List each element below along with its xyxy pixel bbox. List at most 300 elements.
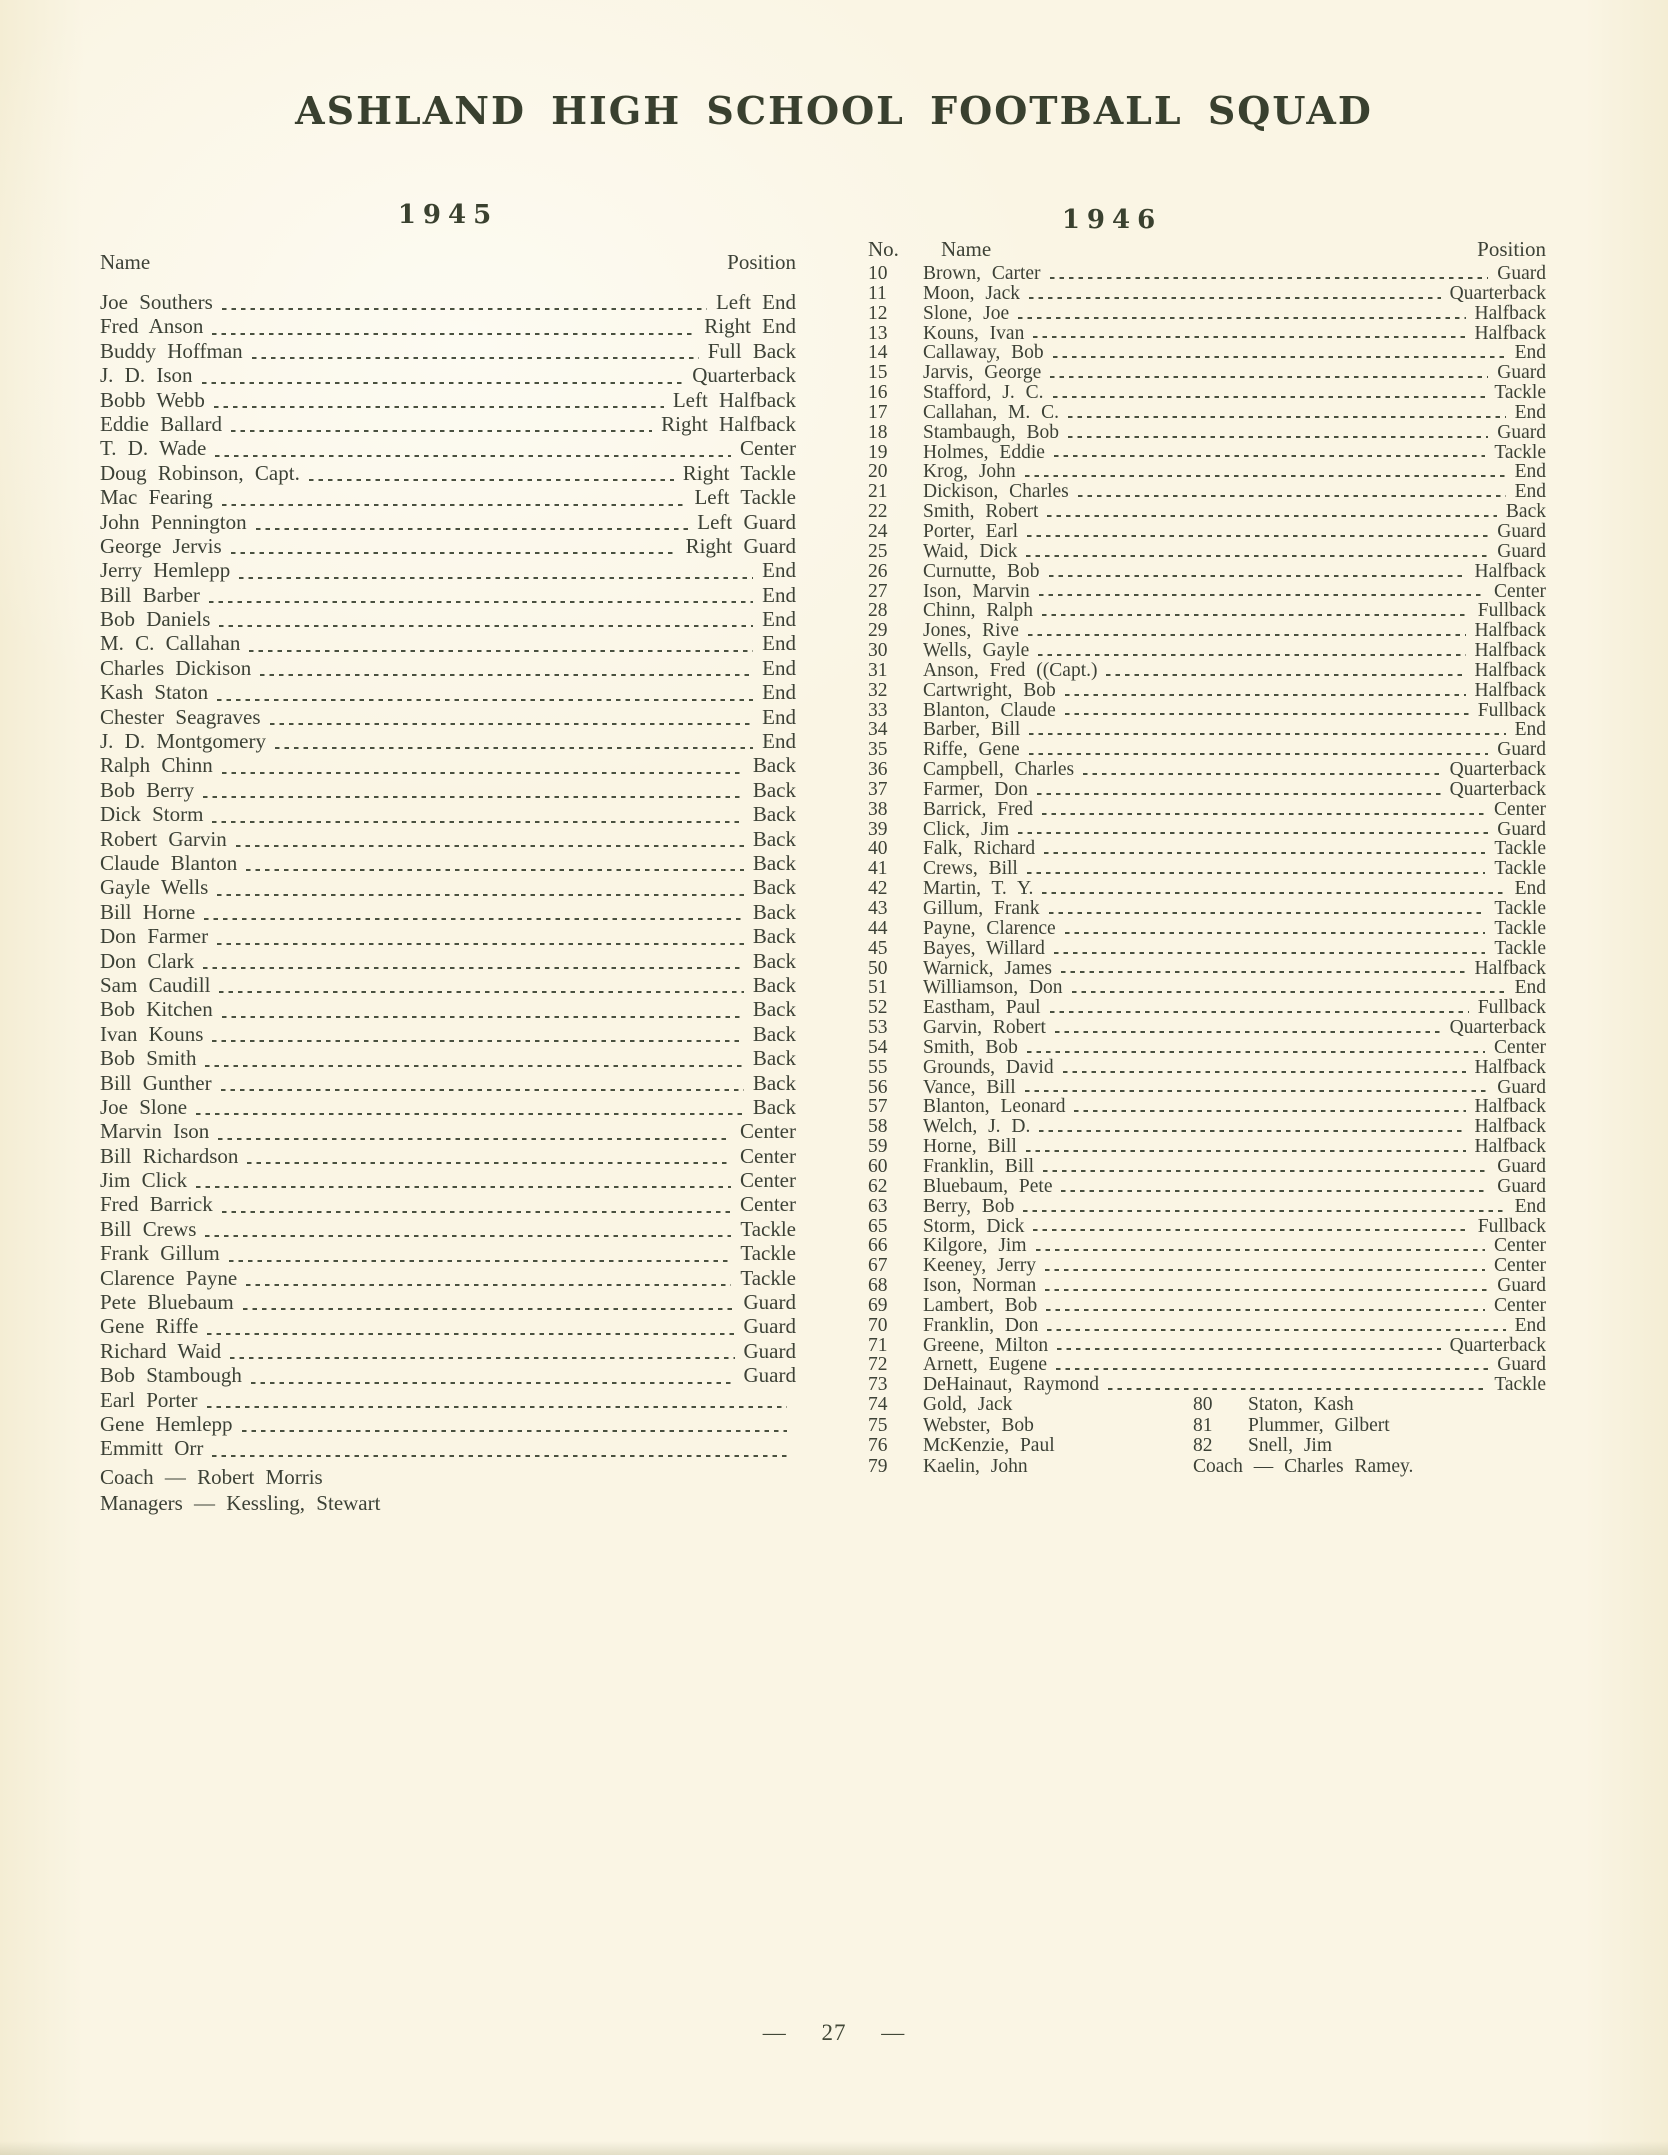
table-row — [100, 680, 796, 704]
player-name: Garvin, Robert — [923, 1017, 1046, 1039]
table-row — [100, 1119, 796, 1143]
player-number: 16 — [868, 382, 888, 404]
player-number: 34 — [868, 719, 888, 741]
player-position: End — [1514, 342, 1546, 364]
player-position: Back — [752, 875, 796, 900]
player-number: 43 — [868, 898, 888, 919]
table-row — [868, 382, 1546, 402]
player-name: Staton, Kash — [1248, 1394, 1354, 1416]
dot-leader — [1018, 303, 1465, 323]
player-number: 25 — [868, 540, 888, 562]
dot-leader — [1068, 422, 1488, 442]
player-number: 59 — [868, 1136, 888, 1158]
player-name: Claude Blanton — [100, 850, 238, 875]
player-name: Pete Bluebaum — [100, 1290, 234, 1315]
dot-leader — [1025, 461, 1506, 481]
dot-leader — [251, 1363, 735, 1387]
player-name: Snell, Jim — [1248, 1435, 1333, 1457]
player-position: Right Tackle — [682, 460, 796, 485]
table-row — [868, 402, 1546, 422]
table-row — [100, 631, 796, 655]
table-row — [100, 656, 796, 680]
player-name: Kaelin, John — [923, 1455, 1028, 1477]
player-number: 14 — [868, 342, 888, 364]
player-position: End — [762, 655, 796, 680]
player-number: 26 — [868, 560, 888, 582]
table-row — [100, 314, 796, 338]
player-number: 19 — [868, 441, 888, 463]
table-row — [868, 1156, 1546, 1176]
player-position: Halfback — [1474, 302, 1546, 324]
player-name: Crews, Bill — [923, 858, 1018, 880]
table-row — [868, 1116, 1546, 1136]
dot-leader — [1050, 263, 1489, 283]
row-right-cell — [1193, 1435, 1546, 1457]
player-number: 31 — [868, 659, 888, 681]
player-name: Warnick, James — [923, 957, 1052, 979]
dot-leader — [242, 1412, 787, 1436]
player-name: Storm, Dick — [923, 1215, 1025, 1237]
dot-leader — [1057, 1335, 1441, 1355]
player-number: 18 — [868, 421, 888, 443]
table-row — [100, 1022, 796, 1046]
dot-leader — [212, 1022, 743, 1046]
page-title: ASHLAND HIGH SCHOOL FOOTBALL SQUAD — [295, 88, 1373, 133]
player-position: Back — [752, 826, 796, 851]
player-position: Guard — [1497, 1275, 1546, 1297]
player-number: 27 — [868, 580, 888, 602]
player-position: Back — [752, 777, 796, 802]
dot-leader — [1033, 323, 1465, 343]
table-row — [868, 561, 1546, 581]
table-row — [868, 997, 1546, 1017]
player-name: Emmitt Orr — [100, 1436, 204, 1461]
player-name: J. D. Montgomery — [100, 729, 266, 754]
player-position: Tackle — [740, 1265, 796, 1290]
player-name: Keeney, Jerry — [923, 1255, 1037, 1277]
dot-leader — [204, 900, 744, 924]
player-position: Tackle — [740, 1241, 796, 1266]
player-number: 13 — [868, 322, 888, 344]
table-row — [868, 1216, 1546, 1236]
dot-leader — [1050, 997, 1469, 1017]
player-number: 65 — [868, 1215, 888, 1237]
player-number: 53 — [868, 1017, 888, 1039]
table-row — [868, 521, 1546, 541]
table-row — [868, 700, 1546, 720]
dot-leader — [246, 851, 744, 875]
dot-leader — [222, 485, 686, 509]
player-name: Gayle Wells — [100, 875, 209, 900]
dot-leader — [1028, 620, 1466, 640]
player-position: Back — [752, 1021, 796, 1046]
player-position: Guard — [1497, 1175, 1546, 1197]
player-number: 24 — [868, 520, 888, 542]
dot-leader — [1072, 977, 1506, 997]
dot-leader — [1023, 1196, 1505, 1216]
player-name: Ison, Marvin — [923, 580, 1030, 602]
table-row — [868, 342, 1546, 362]
player-position: End — [1514, 1314, 1546, 1336]
dot-leader — [1045, 1275, 1488, 1295]
table-row — [100, 1217, 796, 1241]
player-name: Moon, Jack — [923, 282, 1020, 304]
player-position: Center — [740, 1168, 796, 1193]
table-row — [868, 719, 1546, 739]
player-position: Quarterback — [1449, 778, 1546, 800]
player-number: 80 — [1193, 1394, 1213, 1416]
player-name: Chinn, Ralph — [923, 600, 1034, 622]
player-position: Tackle — [1494, 441, 1546, 463]
dot-leader — [260, 656, 753, 680]
player-position: Tackle — [1494, 858, 1546, 880]
dot-leader — [219, 973, 743, 997]
dot-leader — [1055, 1017, 1441, 1037]
table-row — [868, 878, 1546, 898]
player-name: Payne, Clarence — [923, 917, 1056, 939]
table-row — [100, 1168, 796, 1192]
player-position: Center — [1494, 580, 1546, 602]
player-number: 15 — [868, 362, 888, 384]
roster-1946-list — [868, 263, 1546, 1394]
player-number: 56 — [868, 1076, 888, 1098]
dot-leader — [236, 827, 744, 851]
roster-1946 — [868, 205, 1546, 1476]
roster-1945-header — [100, 250, 796, 275]
player-name: Bob Berry — [100, 777, 195, 802]
player-name: Berry, Bob — [923, 1195, 1015, 1217]
table-row — [100, 436, 796, 460]
player-number: 50 — [868, 957, 888, 979]
player-number: 58 — [868, 1116, 888, 1138]
player-name: Barrick, Fred — [923, 798, 1033, 820]
dot-leader — [203, 778, 744, 802]
player-position: End — [762, 729, 796, 754]
player-name: Lambert, Bob — [923, 1294, 1038, 1316]
player-number: 75 — [868, 1414, 888, 1436]
table-row — [100, 997, 796, 1021]
table-row — [868, 1077, 1546, 1097]
player-name: Krog, John — [923, 461, 1016, 483]
dot-leader — [1027, 1037, 1485, 1057]
player-name: Franklin, Bill — [923, 1155, 1035, 1177]
player-name: Farmer, Don — [923, 778, 1028, 800]
table-row — [868, 1335, 1546, 1355]
table-row — [100, 851, 796, 875]
table-row — [100, 802, 796, 826]
table-row — [868, 1374, 1546, 1394]
player-position: End — [1514, 719, 1546, 741]
dot-leader — [1042, 799, 1485, 819]
player-position: End — [762, 558, 796, 583]
dot-leader — [1027, 858, 1485, 878]
player-name: Robert Garvin — [100, 826, 227, 851]
player-position: End — [762, 680, 796, 705]
dot-leader — [205, 1046, 743, 1070]
dot-leader — [1061, 958, 1466, 978]
table-row — [868, 819, 1546, 839]
table-row — [100, 1071, 796, 1095]
player-position: Center — [740, 1143, 796, 1168]
player-position: Halfback — [1474, 679, 1546, 701]
table-row — [100, 558, 796, 582]
player-position: End — [762, 631, 796, 656]
player-name: Anson, Fred ((Capt.) — [923, 659, 1098, 681]
player-number: 52 — [868, 997, 888, 1019]
player-name: Jarvis, George — [923, 362, 1042, 384]
player-name: Bill Gunther — [100, 1070, 212, 1095]
player-number: 29 — [868, 620, 888, 642]
player-position: Tackle — [1494, 382, 1546, 404]
player-name: Gene Riffe — [100, 1314, 199, 1339]
roster-1946-bottom-list — [868, 1394, 1546, 1476]
table-row — [868, 620, 1546, 640]
dot-leader — [1039, 581, 1485, 601]
player-position: Guard — [1497, 540, 1546, 562]
table-row — [868, 323, 1546, 343]
dot-leader — [196, 1095, 744, 1119]
player-position: Center — [1494, 798, 1546, 820]
table-row — [100, 1290, 796, 1314]
dot-leader — [1049, 898, 1486, 918]
player-number: 66 — [868, 1235, 888, 1257]
dot-leader — [231, 412, 652, 436]
player-name: Marvin Ison — [100, 1119, 210, 1144]
player-name: Curnutte, Bob — [923, 560, 1040, 582]
player-name: Gold, Jack — [923, 1394, 1013, 1416]
table-row — [868, 263, 1546, 283]
player-position: Tackle — [1494, 1374, 1546, 1396]
player-number: 35 — [868, 739, 888, 761]
player-name: Kilgore, Jim — [923, 1235, 1027, 1257]
player-position: Guard — [1497, 1076, 1546, 1098]
table-row — [100, 827, 796, 851]
dot-leader — [247, 1144, 731, 1168]
player-number: 57 — [868, 1096, 888, 1118]
dot-leader — [214, 388, 664, 412]
player-position: End — [1514, 1195, 1546, 1217]
player-number: 12 — [868, 302, 888, 324]
table-row — [868, 600, 1546, 620]
player-number: 54 — [868, 1036, 888, 1058]
dot-leader — [1026, 1136, 1466, 1156]
table-row — [868, 1196, 1546, 1216]
table-row — [100, 290, 796, 314]
table-row — [100, 875, 796, 899]
player-position: Guard — [743, 1338, 796, 1363]
roster-1946-year: 1946 — [1061, 205, 1163, 235]
player-name: Doug Robinson, Capt. — [100, 460, 300, 485]
player-position: Quarterback — [1449, 1017, 1546, 1039]
player-position: Back — [752, 1046, 796, 1071]
player-name: Jones, Rive — [923, 620, 1019, 642]
player-position: Guard — [743, 1290, 796, 1315]
player-position: Right Guard — [685, 533, 796, 558]
player-position: Guard — [1497, 1155, 1546, 1177]
dot-leader — [1029, 739, 1489, 759]
dot-leader — [1053, 382, 1486, 402]
player-position: Halfback — [1474, 957, 1546, 979]
dot-leader — [1033, 1216, 1468, 1236]
player-number: 37 — [868, 778, 888, 800]
roster-1945 — [100, 200, 796, 1517]
player-number: 55 — [868, 1056, 888, 1078]
player-name: Welch, J. D. — [923, 1116, 1031, 1138]
table-row — [868, 739, 1546, 759]
player-number: 51 — [868, 977, 888, 999]
player-name: Eddie Ballard — [100, 411, 223, 436]
player-position: Fullback — [1477, 1215, 1546, 1237]
player-position: Halfback — [1474, 322, 1546, 344]
player-name: Bill Crews — [100, 1216, 197, 1241]
player-name: Charles Dickison — [100, 655, 252, 680]
player-number: 41 — [868, 858, 888, 880]
table-row — [868, 680, 1546, 700]
roster-1945-list — [100, 290, 796, 1461]
dot-leader — [1065, 700, 1469, 720]
dot-leader — [209, 583, 753, 607]
table-row — [868, 501, 1546, 521]
table-row — [868, 1057, 1546, 1077]
player-name: Gillum, Frank — [923, 898, 1040, 919]
player-position: Center — [1494, 1235, 1546, 1257]
table-row — [868, 1394, 1546, 1415]
table-row — [868, 422, 1546, 442]
dot-leader — [222, 997, 744, 1021]
roster-1945-year: 1945 — [397, 200, 499, 230]
dot-leader — [202, 363, 684, 387]
table-row — [100, 1095, 796, 1119]
table-row — [868, 442, 1546, 462]
dot-leader — [217, 924, 744, 948]
player-name: Smith, Robert — [923, 501, 1039, 523]
table-row — [100, 1412, 796, 1436]
player-name: Clarence Payne — [100, 1265, 238, 1290]
player-number: 71 — [868, 1334, 888, 1356]
player-name: Bobb Webb — [100, 387, 205, 412]
dot-leader — [1026, 541, 1488, 561]
roster-1945-footer — [100, 1465, 796, 1517]
dot-leader — [1056, 1354, 1488, 1374]
table-row — [868, 1435, 1546, 1456]
player-name: Bill Barber — [100, 582, 200, 607]
table-row — [100, 729, 796, 753]
table-row — [868, 1017, 1546, 1037]
player-number: 28 — [868, 600, 888, 622]
player-number: 63 — [868, 1195, 888, 1217]
player-number: 68 — [868, 1275, 888, 1297]
dot-leader — [221, 1071, 744, 1095]
player-name: Mac Fearing — [100, 485, 213, 510]
player-position: Guard — [1497, 421, 1546, 443]
dot-leader — [217, 680, 753, 704]
player-position: Right Halfback — [661, 411, 796, 436]
table-row — [100, 1436, 796, 1460]
table-row — [100, 607, 796, 631]
player-position: Back — [752, 1094, 796, 1119]
row-left-cell — [868, 1415, 1193, 1437]
dot-leader — [1045, 1255, 1485, 1275]
player-position: Halfback — [1474, 659, 1546, 681]
player-position: End — [1514, 878, 1546, 900]
dot-leader — [222, 1192, 731, 1216]
column-header-name: Name — [100, 250, 151, 274]
table-row — [100, 753, 796, 777]
player-name: Horne, Bill — [923, 1136, 1017, 1158]
dot-leader — [1039, 1116, 1465, 1136]
player-position: Halfback — [1474, 1096, 1546, 1118]
table-row — [868, 1136, 1546, 1156]
table-row — [100, 339, 796, 363]
player-position: Back — [752, 948, 796, 973]
dot-leader — [1046, 1295, 1485, 1315]
player-position: Tackle — [1494, 838, 1546, 860]
player-position: Back — [752, 1070, 796, 1095]
player-number: 74 — [868, 1394, 888, 1416]
player-name: Falk, Richard — [923, 838, 1036, 860]
table-row — [100, 1266, 796, 1290]
player-position: Fullback — [1477, 699, 1546, 721]
player-number: 40 — [868, 838, 888, 860]
player-number: 70 — [868, 1314, 888, 1336]
player-name: Frank Gillum — [100, 1241, 220, 1266]
row-left-cell — [868, 1435, 1193, 1457]
table-row — [100, 973, 796, 997]
dot-leader — [1042, 878, 1505, 898]
dot-leader — [222, 290, 707, 314]
player-name: J. D. Ison — [100, 363, 193, 388]
player-position: Halfback — [1474, 1056, 1546, 1078]
table-row — [868, 581, 1546, 601]
player-position: Halfback — [1474, 620, 1546, 642]
player-number: 21 — [868, 481, 888, 503]
table-row — [868, 640, 1546, 660]
player-name: Williamson, Don — [923, 977, 1063, 999]
player-number: 62 — [868, 1175, 888, 1197]
player-position: End — [1514, 977, 1546, 999]
player-position: Center — [1494, 1294, 1546, 1316]
table-row — [100, 1314, 796, 1338]
player-position: Quarterback — [1449, 759, 1546, 781]
player-name: Chester Seagraves — [100, 704, 261, 729]
table-row — [868, 1275, 1546, 1295]
dot-leader — [1065, 680, 1466, 700]
player-number: 22 — [868, 501, 888, 523]
table-row — [868, 1235, 1546, 1255]
player-position: Guard — [1497, 1354, 1546, 1376]
dot-leader — [1108, 1374, 1485, 1394]
player-name: Bayes, Willard — [923, 937, 1045, 959]
row-right-cell — [1193, 1415, 1546, 1437]
player-name: DeHainaut, Raymond — [923, 1374, 1100, 1396]
dot-leader — [1054, 938, 1485, 958]
column-header-position: Position — [727, 250, 796, 274]
player-position: End — [1514, 481, 1546, 503]
player-position: Back — [752, 850, 796, 875]
table-row — [100, 485, 796, 509]
player-name: John Pennington — [100, 509, 247, 534]
table-row — [868, 1096, 1546, 1116]
player-number: 44 — [868, 917, 888, 939]
player-number: 36 — [868, 759, 888, 781]
dot-leader — [309, 461, 674, 485]
dot-leader — [256, 510, 689, 534]
player-position: Back — [752, 924, 796, 949]
player-name: Slone, Joe — [923, 302, 1010, 324]
table-row — [100, 778, 796, 802]
dot-leader — [1083, 759, 1441, 779]
column-header-no: No. — [868, 237, 899, 261]
